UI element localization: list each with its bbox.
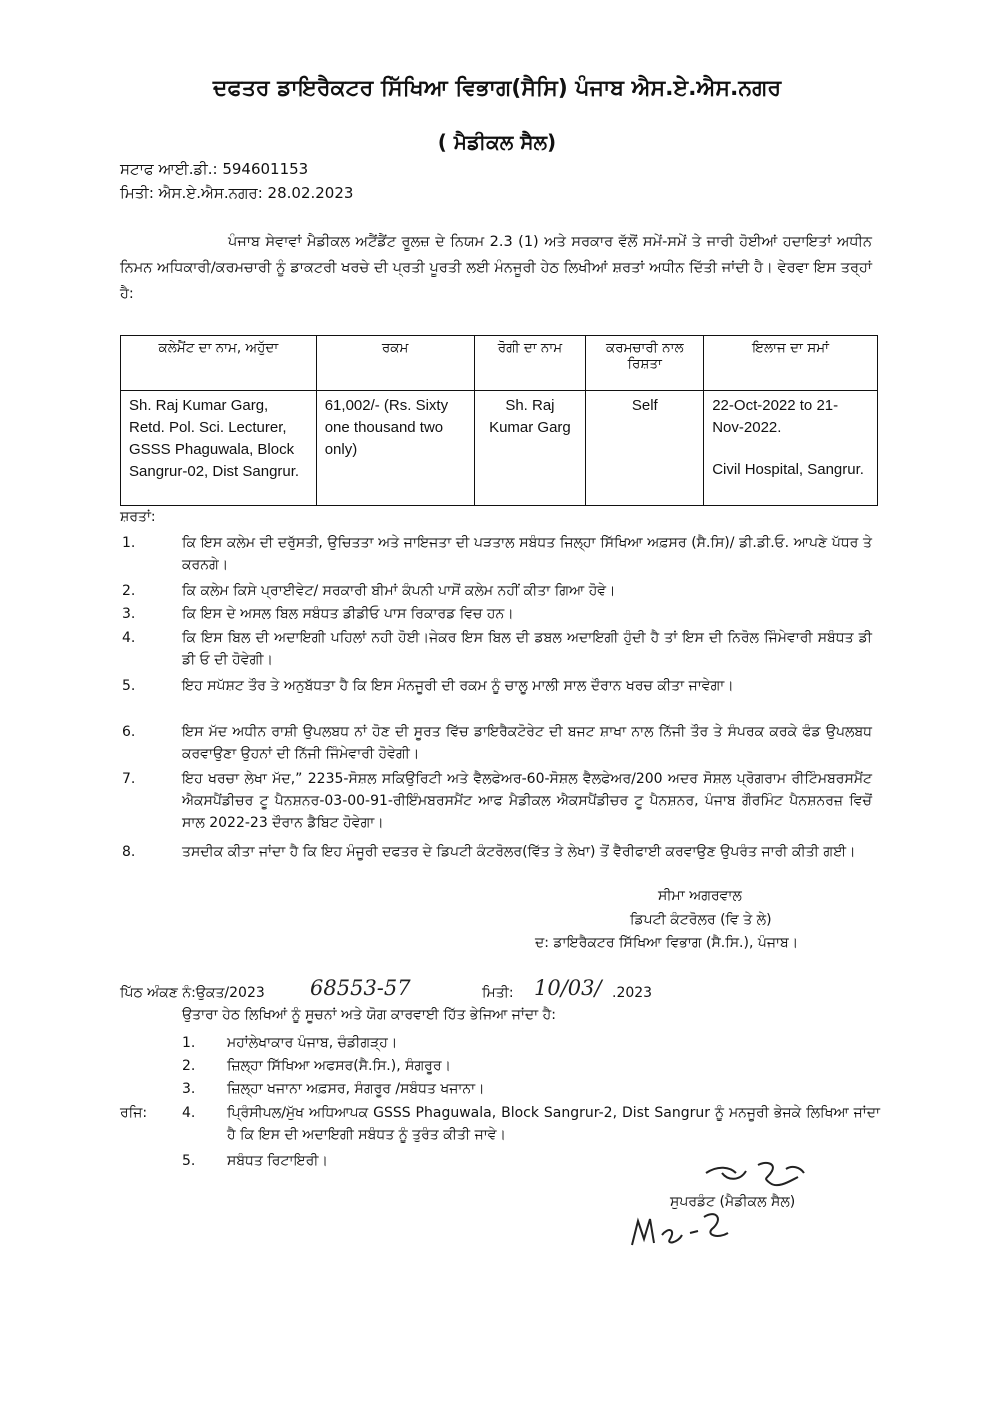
condition-text: ਕਿ ਇਸ ਦੇ ਅਸਲ ਬਿਲ ਸਬੰਧਤ ਡੀਡੀਓ ਪਾਸ ਰਿਕਾਰਡ ਵਿਚ ਹਨ। [182,606,514,622]
recipient-text: ਮਹਾਂਲੇਖਾਕਾਰ ਪੰਜਾਬ, ਚੰਡੀਗੜ੍ਹ। [227,1035,398,1051]
cell-amount: 61,002/- (Rs. Sixty one thousand two only) [316,391,474,506]
recipient-text: ਸਬੰਧਤ ਰਿਟਾਇਰੀ। [227,1153,328,1169]
cell-relation: Self [586,391,704,506]
list-item [120,1102,880,1146]
condition-item [120,580,872,602]
condition-text: ਇਸ ਮੱਦ ਅਧੀਨ ਰਾਸ਼ੀ ਉਪਲਬਧ ਨਾਂ ਹੋਣ ਦੀ ਸੂਰਤ ਵਿੱਚ ਡਾਇਰੈਕਟੋਰੇਟ ਦੀ ਬਜਟ ਸ਼ਾਖਾ ਨਾਲ ਨਿੱਜੀ ਤੌਰ ਤੇ ਸੰਪਰਕ ਕਰਕੇ ਫੰਡ ਉਪਲਬਧ ਕਰਵਾਉਣਾ ਉਹਨਾਂ ਦੀ ਨਿੱਜੀ ਜਿੰਮੇਵਾਰੀ ਹੋਵੇਗੀ। [182,724,872,762]
endorsement-date-label: ਮਿਤੀ: [482,985,514,1001]
table-header-row [121,336,878,391]
staff-id: ਸਟਾਫ ਆਈ.ਡੀ.: 594601153 [120,160,309,178]
condition-item [120,675,872,697]
condition-number: 1. [122,535,136,551]
recipient-prefix: ਰਜਿ: [120,1105,148,1121]
condition-item [120,603,872,625]
recipient-text: ਪ੍ਰਿੰਸੀਪਲ/ਮੁੱਖ ਅਧਿਆਪਕ GSSS Phaguwala, Block Sangrur-2, Dist Sangrur ਨੂੰ ਮਨਜੂਰੀ ਭੇਜਕੇ ਲਿਖਿਆ ਜਾਂਦਾ ਹੈ ਕਿ ਇਸ ਦੀ ਅਦਾਇਗੀ ਸਬੰਧਤ ਨੂੰ ਤੁਰੰਤ ਕੀਤੀ ਜਾਵੇ। [227,1105,880,1143]
condition-number: 4. [122,630,136,646]
list-item [120,1032,880,1054]
condition-text: ਕਿ ਕਲੇਮ ਕਿਸੇ ਪ੍ਰਾਈਵੇਟ/ ਸਰਕਾਰੀ ਬੀਮਾਂ ਕੰਪਨੀ ਪਾਸੋਂ ਕਲੇਮ ਨਹੀਂ ਕੀਤਾ ਗਿਆ ਹੋਵੇ। [182,583,616,599]
header-treatment-period: ਇਲਾਜ ਦਾ ਸਮਾਂ [704,336,878,391]
endorsement-intro: ਉਤਾਰਾ ਹੇਠ ਲਿਖਿਆਂ ਨੂੰ ਸੂਚਨਾਂ ਅਤੇ ਯੋਗ ਕਾਰਵਾਈ ਹਿੱਤ ਭੇਜਿਆ ਜਾਂਦਾ ਹੈ: [182,1007,556,1023]
recipient-number: 1. [182,1035,196,1051]
letter-date: ਮਿਤੀ: ਐਸ.ਏ.ਐਸ.ਨਗਰ: 28.02.2023 [120,184,354,202]
cell-treatment [704,391,878,506]
cell-heading: ( ਮੈਡੀਕਲ ਸੈਲ) [437,130,557,154]
initials-mark [628,1205,738,1251]
condition-text: ਤਸਦੀਕ ਕੀਤਾ ਜਾਂਦਾ ਹੈ ਕਿ ਇਹ ਮੰਜੂਰੀ ਦਫਤਰ ਦੇ ਡਿਪਟੀ ਕੰਟਰੋਲਰ(ਵਿੱਤ ਤੇ ਲੇਖਾ) ਤੋਂ ਵੈਰੀਫਾਈ ਕਰਵਾਉਣ ਉਪਰੰਤ ਜਾਰੀ ਕੀਤੀ ਗਈ। [182,844,856,860]
endorsement-date-year: .2023 [612,985,653,1001]
header-amount: ਰਕਮ [316,336,474,391]
conditions-label: ਸ਼ਰਤਾਂ: [120,509,156,525]
header-claimant: ਕਲੇਮੈਂਟ ਦਾ ਨਾਮ, ਅਹੁੱਦਾ [121,336,317,391]
signatory-name: ਸੀਮਾ ਅਗਰਵਾਲ [658,888,742,904]
condition-number: 3. [122,606,136,622]
cell-claimant: Sh. Raj Kumar Garg, Retd. Pol. Sci. Lecturer, GSSS Phaguwala, Block Sangrur-02, Dist Sangrur. [121,391,317,506]
signatory-office: ਦ: ਡਾਇਰੈਕਟਰ ਸਿੱਖਿਆ ਵਿਭਾਗ (ਸੈ.ਸਿ.), ਪੰਜਾਬ। [535,935,799,951]
list-item [120,1078,880,1100]
treatment-period: 22-Oct-2022 to 21-Nov-2022. [712,397,839,436]
condition-text: ਕਿ ਇਸ ਬਿਲ ਦੀ ਅਦਾਇਗੀ ਪਹਿਲਾਂ ਨਹੀ ਹੋਈ।ਜੇਕਰ ਇਸ ਬਿਲ ਦੀ ਡਬਲ ਅਦਾਇਗੀ ਹੁੰਦੀ ਹੈ ਤਾਂ ਇਸ ਦੀ ਨਿਰੋਲ ਜਿੰਮੇਵਾਰੀ ਸਬੰਧਤ ਡੀ ਡੀ ਓ ਦੀ ਹੋਵੇਗੀ। [182,630,872,668]
table-row [121,391,878,506]
condition-number: 8. [122,844,136,860]
intro-paragraph [120,229,872,307]
recipient-text: ਜ਼ਿਲ੍ਹਾ ਸਿੱਖਿਆ ਅਫਸਰ(ਸੈ.ਸਿ.), ਸੰਗਰੂਰ। [227,1058,451,1074]
endorsement-ref-label: ਪਿੱਠ ਅੰਕਣ ਨੰ:ਉਕਤ/2023 [120,985,265,1001]
treatment-hospital: Civil Hospital, Sangrur. [712,461,864,478]
recipient-number: 2. [182,1058,196,1074]
endorsement-date-handwritten: 10/03/ [534,976,602,1000]
condition-item [120,627,872,671]
recipient-text: ਜ਼ਿਲ੍ਹਾ ਖਜਾਨਾ ਅਫ਼ਸਰ, ਸੰਗਰੂਰ /ਸਬੰਧਤ ਖਜਾਨਾ। [227,1081,485,1097]
condition-item [120,721,872,765]
recipient-number: 4. [182,1105,196,1121]
condition-number: 7. [122,771,136,787]
condition-text: ਇਹ ਖਰਚਾ ਲੇਖਾ ਮੱਦ,” 2235-ਸੋਸ਼ਲ ਸਕਿਉਰਿਟੀ ਅਤੇ ਵੈਲਫੇਅਰ-60-ਸੋਸ਼ਲ ਵੈਲਫੇਅਰ/200 ਅਦਰ ਸੋਸ਼ਲ ਪ੍ਰੋਗਰਾਮ ਰੀਟਿੰਮਬਰਸਮੈਂਟ ਐਕਸਪੈਂਡੀਚਰ ਟੂ ਪੈਨਸ਼ਨਰ-03-00-91-ਰੀਇੰਮਬਰਸਮੈਂਟ ਆਫ ਮੈਡੀਕਲ ਐਕਸਪੈਂਡੀਚਰ ਟੂ ਪੈਨਸ਼ਨਰ, ਪੰਜਾਬ ਗੌਰਮਿੰਟ ਪੈਨਸ਼ਨਰਜ਼ ਵਿਚੋਂ ਸਾਲ 2022-23 ਦੌਰਾਨ ਡੈਬਿਟ ਹੋਵੇਗਾ। [182,771,872,831]
condition-text: ਇਹ ਸਪੱਸ਼ਟ ਤੌਰ ਤੇ ਅਨੁਬੱਧਤਾ ਹੈ ਕਿ ਇਸ ਮੰਨਜੂਰੀ ਦੀ ਰਕਮ ਨੂੰ ਚਾਲੂ ਮਾਲੀ ਸਾਲ ਦੌਰਾਨ ਖਰਚ ਕੀਤਾ ਜਾਵੇਗਾ। [182,678,734,694]
cell-patient: Sh. Raj Kumar Garg [474,391,586,506]
signature-mark [700,1155,830,1193]
header-patient: ਰੋਗੀ ਦਾ ਨਾਮ [474,336,586,391]
intro-text: ਪੰਜਾਬ ਸੇਵਾਵਾਂ ਮੈਡੀਕਲ ਅਟੈਂਡੈਂਟ ਰੂਲਜ਼ ਦੇ ਨਿਯਮ 2.3 (1) ਅਤੇ ਸਰਕਾਰ ਵੱਲੋਂ ਸਮੇਂ-ਸਮੇਂ ਤੇ ਜਾਰੀ ਹੋਈਆਂ ਹਦਾਇਤਾਂ ਅਧੀਨ ਨਿਮਨ ਅਧਿਕਾਰੀ/ਕਰਮਚਾਰੀ ਨੂੰ ਡਾਕਟਰੀ ਖਰਚੇ ਦੀ ਪ੍ਰਤੀ ਪੂਰਤੀ ਲਈ ਮੰਨਜੂਰੀ ਹੇਠ ਲਿਖੀਆਂ ਸ਼ਰਤਾਂ ਅਧੀਨ ਦਿੱਤੀ ਜਾਂਦੀ ਹੈ। ਵੇਰਵਾ ਇਸ ਤਰ੍ਹਾਂ ਹੈ: [120,234,872,302]
header-relation: ਕਰਮਚਾਰੀ ਨਾਲ ਰਿਸ਼ਤਾ [586,336,704,391]
superintendent-designation: ਸੁਪਰਡੰਟ (ਮੈਡੀਕਲ ਸੈਲ) [670,1194,796,1210]
condition-item [120,768,872,834]
condition-item [120,532,872,576]
recipient-number: 5. [182,1153,196,1169]
condition-number: 6. [122,724,136,740]
endorsement-ref-number: 68553-57 [310,976,411,1000]
claim-table [120,335,878,506]
office-heading: ਦਫਤਰ ਡਾਇਰੈਕਟਰ ਸਿੱਖਿਆ ਵਿਭਾਗ(ਸੈਸਿ) ਪੰਜਾਬ ਐਸ.ਏ.ਐਸ.ਨਗਰ [212,76,782,101]
condition-number: 5. [122,678,136,694]
recipient-number: 3. [182,1081,196,1097]
signatory-designation: ਡਿਪਟੀ ਕੰਟਰੋਲਰ (ਵਿ ਤੇ ਲੇ) [630,912,772,928]
list-item [120,1055,880,1077]
condition-number: 2. [122,583,136,599]
condition-item [120,841,872,863]
condition-text: ਕਿ ਇਸ ਕਲੇਮ ਦੀ ਦਰੁੱਸਤੀ, ਉਚਿਤਤਾ ਅਤੇ ਜਾਇਜਤਾ ਦੀ ਪੜਤਾਲ ਸਬੰਧਤ ਜਿਲ੍ਹਾ ਸਿੱਖਿਆ ਅਫ਼ਸਰ (ਸੈ.ਸਿ)/ ਡੀ.ਡੀ.ਓ. ਆਪਣੇ ਪੱਧਰ ਤੇ ਕਰਨਗੇ। [182,535,872,573]
